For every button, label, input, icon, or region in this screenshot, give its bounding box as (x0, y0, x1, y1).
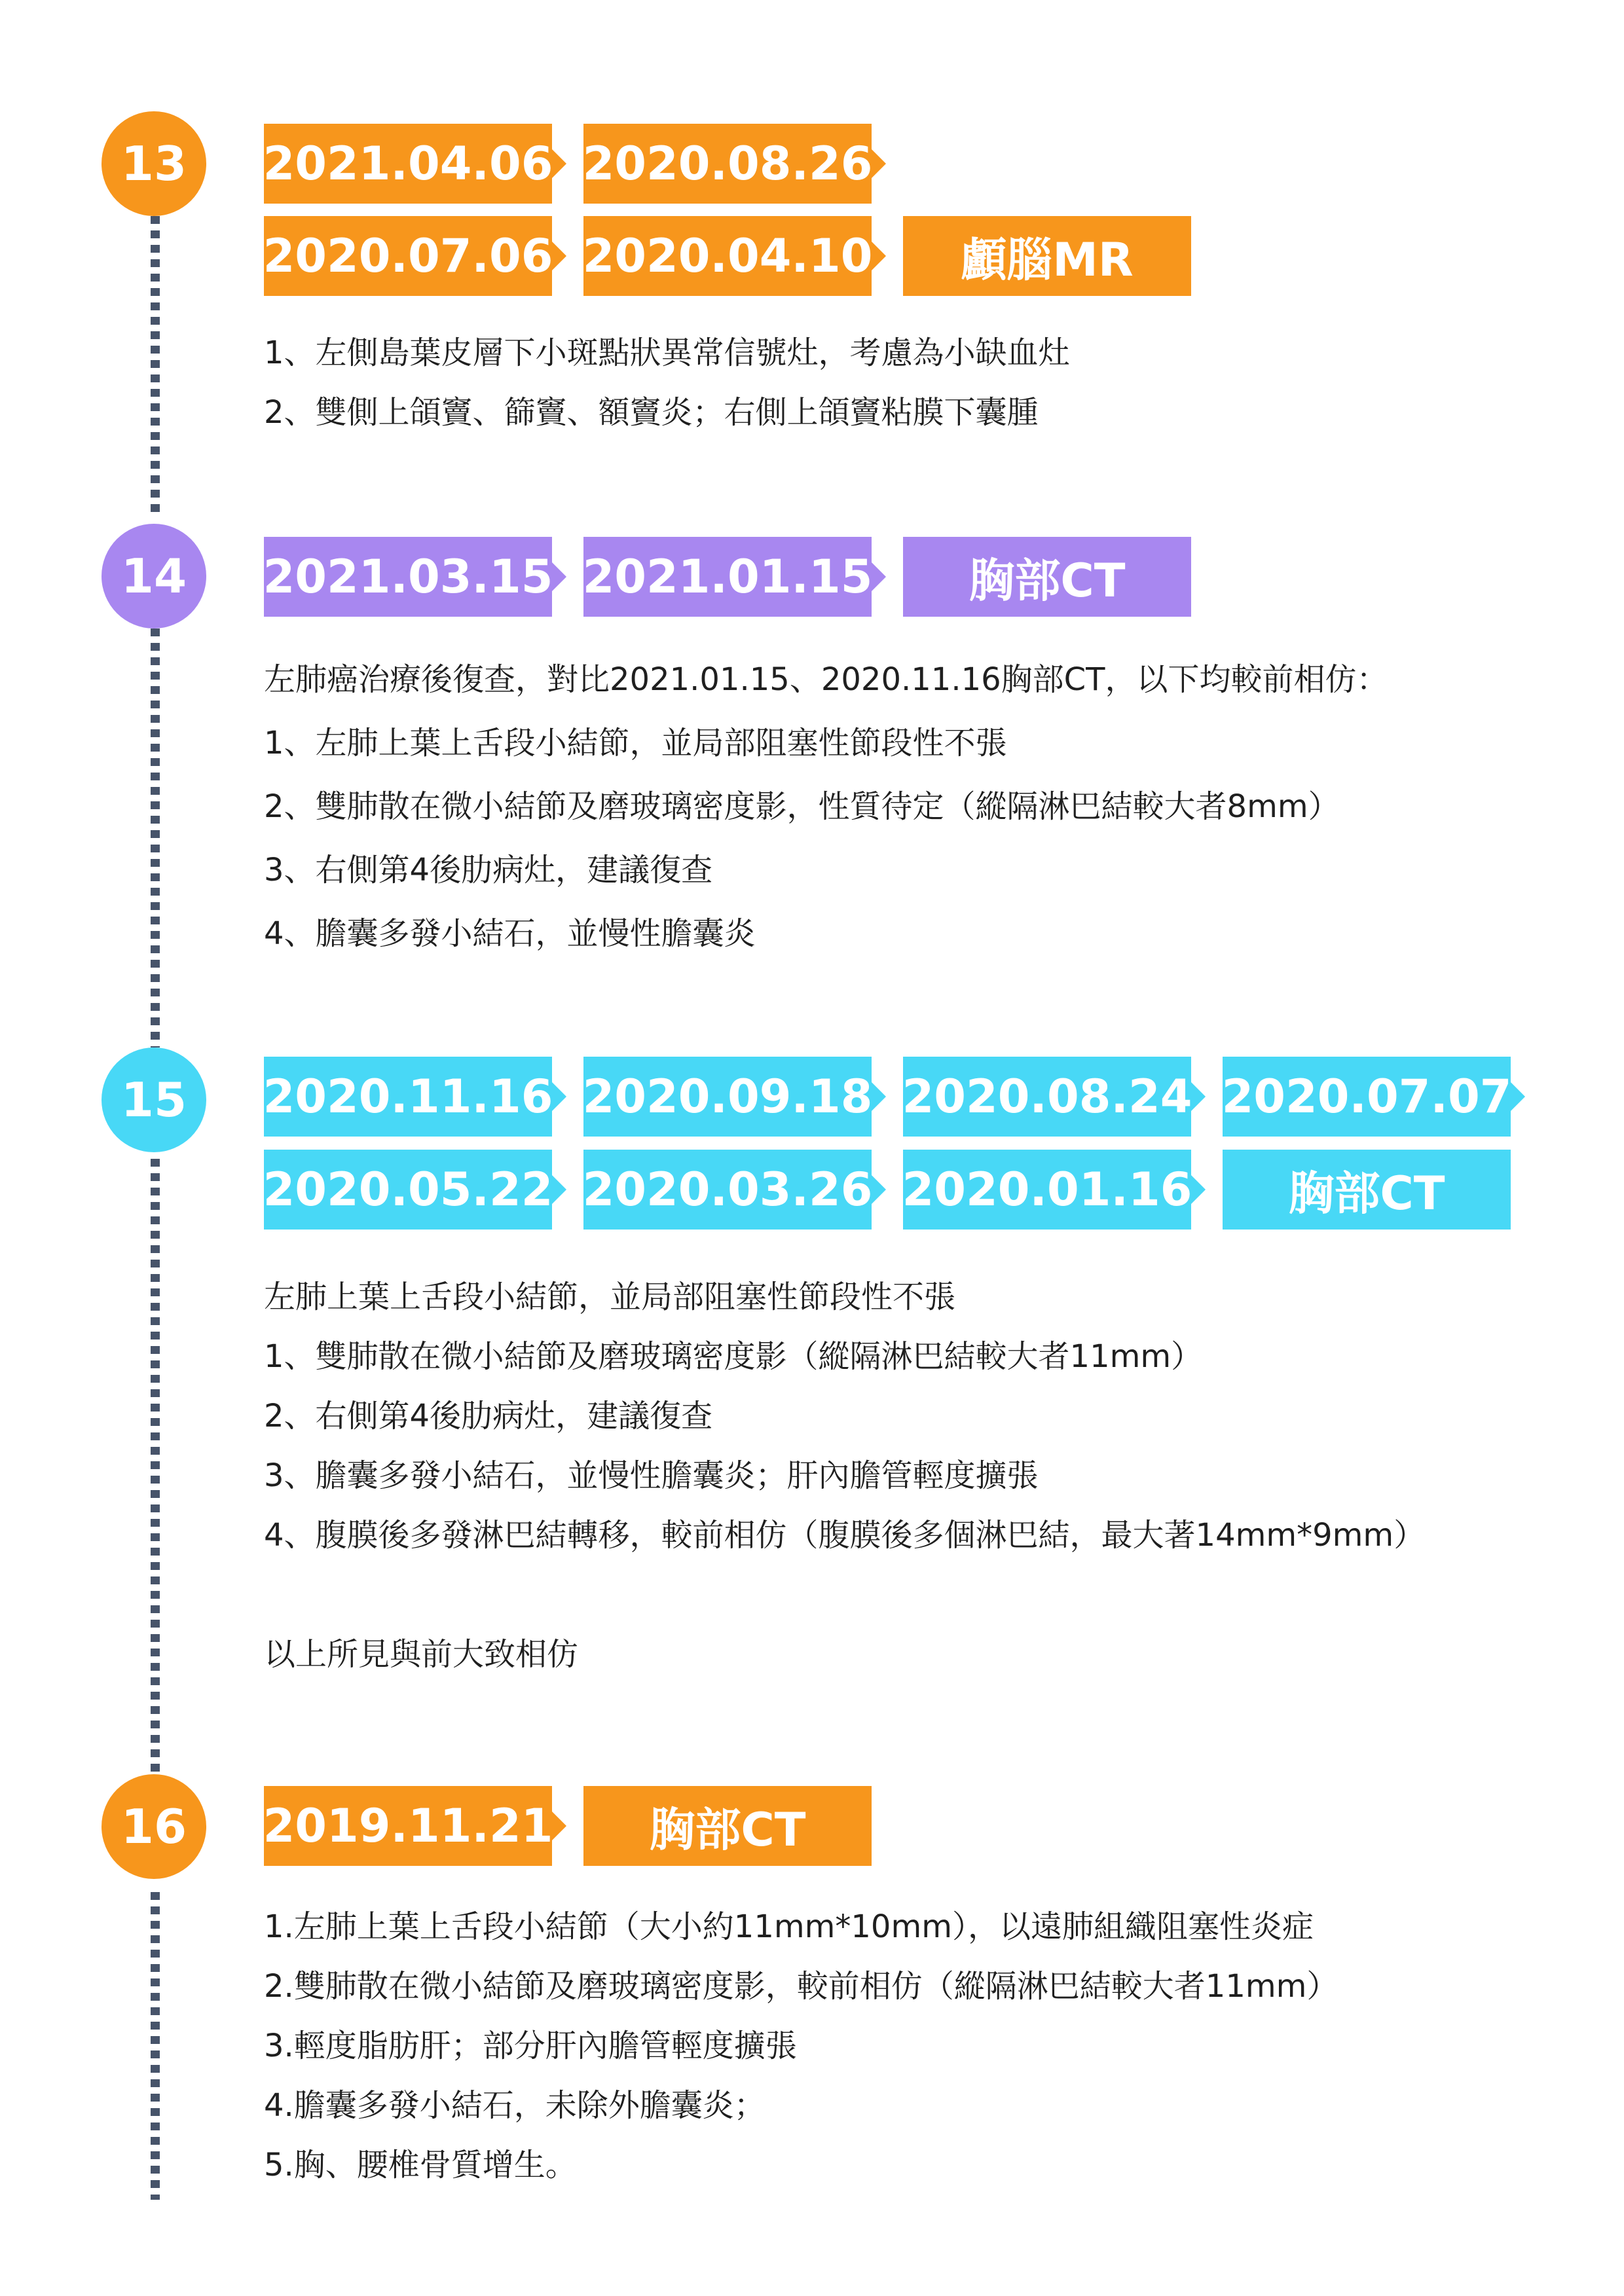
finding-line: 2、雙側上頜竇、篩竇、額竇炎；右側上頜竇粘膜下囊腫 (264, 394, 1039, 431)
findings-list (264, 1267, 1425, 1685)
date-tag: 2021.01.15 (583, 537, 872, 617)
date-tag-row (264, 1786, 903, 1866)
date-tag: 2021.03.15 (264, 537, 552, 617)
finding-line: 左肺癌治療後復查，對比2021.01.15、2020.11.16胸部CT，以下均較前相仿： (264, 661, 1388, 698)
date-tag: 2020.07.06 (264, 216, 552, 296)
exam-type-tag: 胸部CT (583, 1786, 872, 1866)
date-tag: 2021.04.06 (264, 124, 552, 204)
finding-line: 3、右側第4後肋病灶，建議復查 (264, 852, 713, 888)
finding-line: 1、左側島葉皮層下小斑點狀異常信號灶，考慮為小缺血灶 (264, 335, 1070, 371)
exam-type-tag: 胸部CT (1223, 1150, 1511, 1230)
date-tag: 2019.11.21 (264, 1786, 552, 1866)
date-tag: 2020.07.07 (1223, 1057, 1511, 1137)
date-tag-row (264, 1150, 1511, 1230)
finding-line: 2、雙肺散在微小結節及磨玻璃密度影，性質待定（縱隔淋巴結較大者8mm） (264, 788, 1340, 825)
finding-line: 1.左肺上葉上舌段小結節（大小約11mm*10mm），以遠肺組織阻塞性炎症 (264, 1908, 1314, 1945)
finding-line: 左肺上葉上舌段小結節，並局部阻塞性節段性不張 (264, 1279, 956, 1315)
finding-line: 2.雙肺散在微小結節及磨玻璃密度影，較前相仿（縱隔淋巴結較大者11mm） (264, 1968, 1338, 2005)
timeline-line (151, 216, 160, 517)
timeline-line (151, 1892, 160, 2200)
date-tag: 2020.09.18 (583, 1057, 872, 1137)
step-number-badge: 13 (101, 111, 206, 216)
finding-line: 4.膽囊多發小結石，未除外膽囊炎； (264, 2087, 766, 2124)
finding-line: 1、左肺上葉上舌段小結節，並局部阻塞性節段性不張 (264, 725, 1007, 761)
finding-line: 1、雙肺散在微小結節及磨玻璃密度影（縱隔淋巴結較大者11mm） (264, 1338, 1203, 1375)
findings-list (264, 648, 1388, 966)
finding-line: 4、腹膜後多發淋巴結轉移，較前相仿（腹膜後多個淋巴結，最大著14mm*9mm） (264, 1517, 1426, 1554)
findings-list (264, 323, 1070, 443)
finding-line: 以上所見與前大致相仿 (264, 1636, 579, 1673)
findings-list (264, 1897, 1338, 2195)
date-tag: 2020.11.16 (264, 1057, 552, 1137)
step-number-badge: 14 (101, 524, 206, 629)
date-tag-row (264, 216, 1223, 296)
date-tag: 2020.08.26 (583, 124, 872, 204)
date-tag-row (264, 537, 1223, 617)
date-tag-row (264, 124, 903, 204)
exam-type-tag: 顱腦MR (903, 216, 1191, 296)
date-tag: 2020.03.26 (583, 1150, 872, 1230)
date-tag: 2020.01.16 (903, 1150, 1191, 1230)
exam-type-tag: 胸部CT (903, 537, 1191, 617)
step-number-badge: 16 (101, 1774, 206, 1879)
finding-line: 3.輕度脂肪肝；部分肝內膽管輕度擴張 (264, 2028, 797, 2064)
finding-line: 5.胸、腰椎骨質增生。 (264, 2147, 577, 2183)
timeline-line (151, 629, 160, 1048)
finding-line: 3、膽囊多發小結石，並慢性膽囊炎；肝內膽管輕度擴張 (264, 1457, 1039, 1494)
finding-line: 2、右側第4後肋病灶，建議復查 (264, 1398, 713, 1434)
finding-line: 4、膽囊多發小結石，並慢性膽囊炎 (264, 915, 756, 952)
date-tag: 2020.05.22 (264, 1150, 552, 1230)
step-number-badge: 15 (101, 1048, 206, 1152)
date-tag-row (264, 1057, 1511, 1137)
spacer-line (264, 1565, 1425, 1625)
date-tag: 2020.04.10 (583, 216, 872, 296)
date-tag: 2020.08.24 (903, 1057, 1191, 1137)
timeline-line (151, 1159, 160, 1781)
